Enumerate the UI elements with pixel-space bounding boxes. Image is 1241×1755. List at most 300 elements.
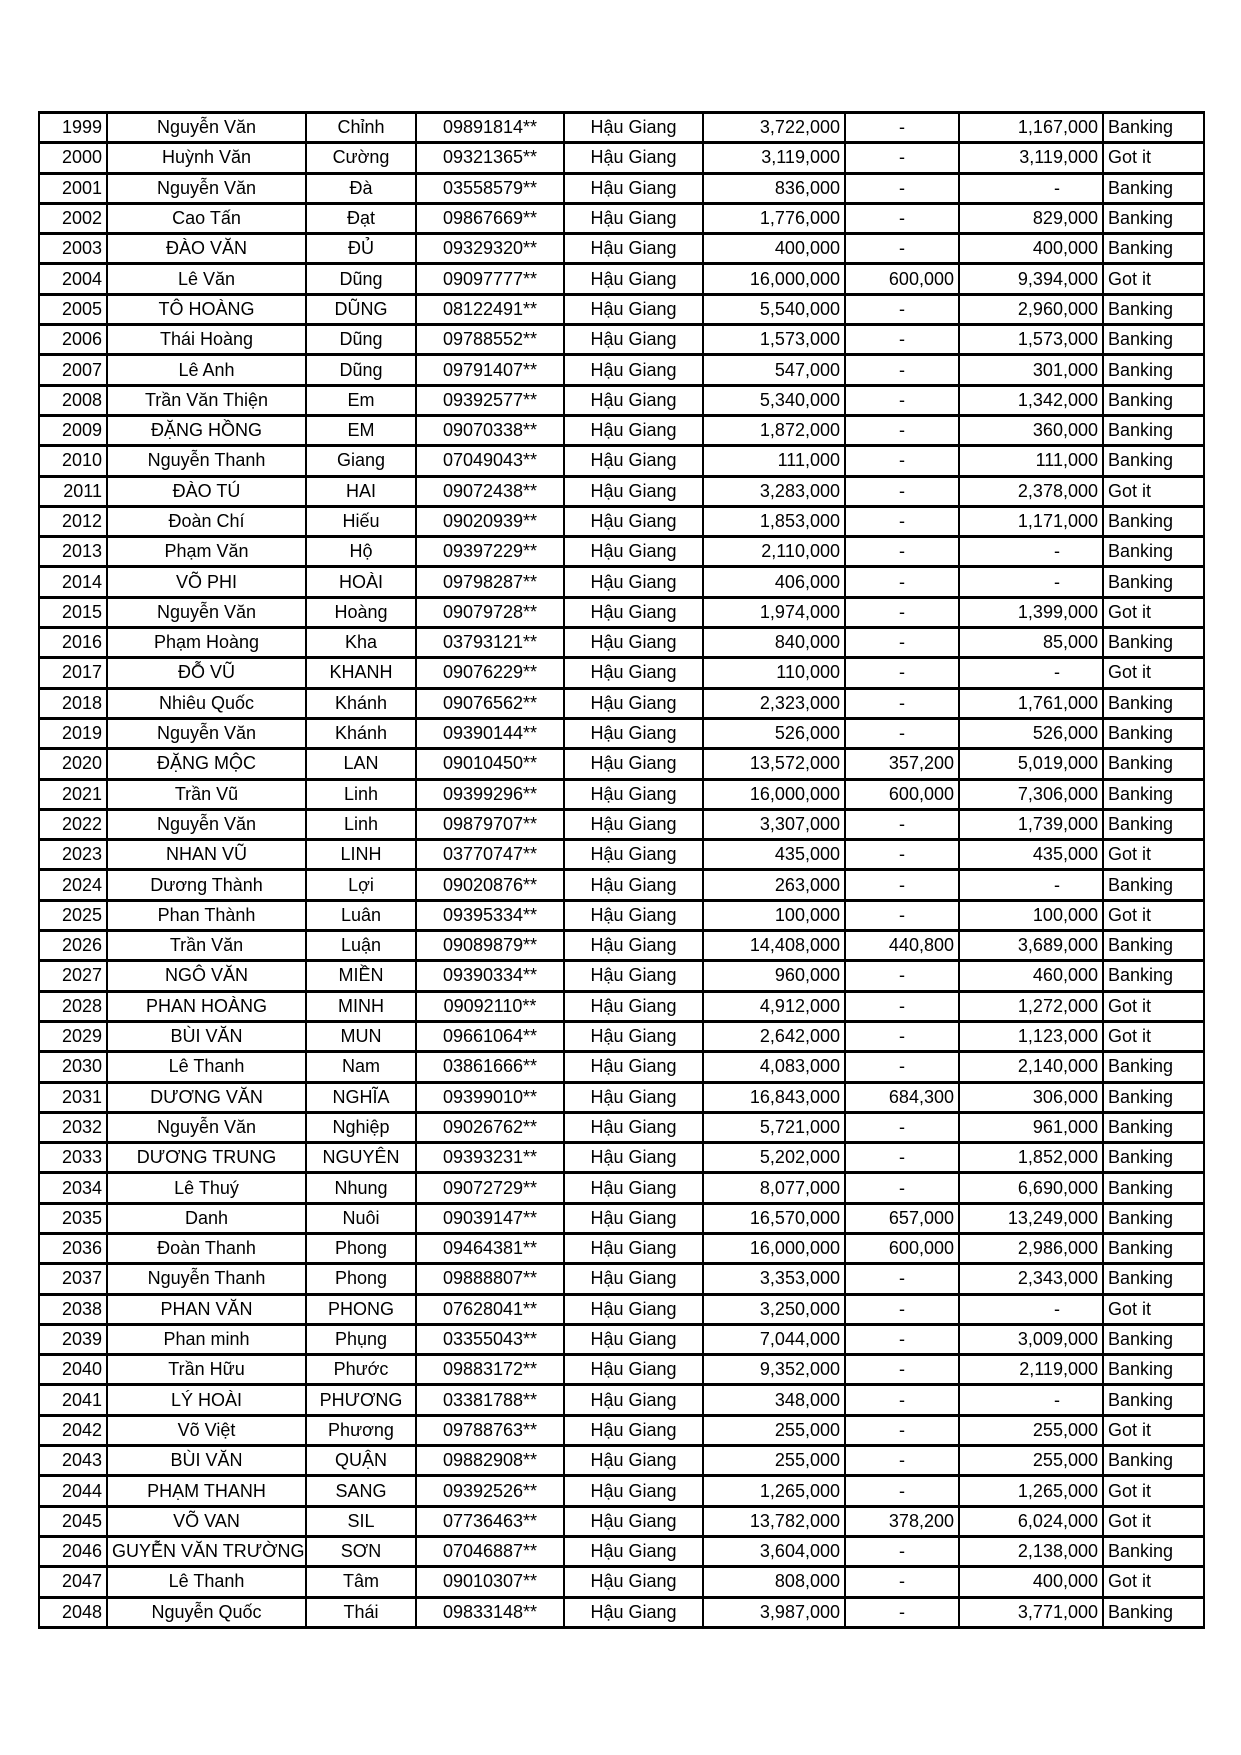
cell-province: Hậu Giang bbox=[564, 961, 703, 991]
cell-province: Hậu Giang bbox=[564, 597, 703, 627]
cell-id: 2036 bbox=[39, 1233, 107, 1263]
table-row bbox=[39, 809, 1204, 839]
cell-name: Huỳnh Văn bbox=[107, 143, 306, 173]
cell-amount-fee: - bbox=[845, 1476, 959, 1506]
cell-id: 2048 bbox=[39, 1597, 107, 1627]
cell-phone: 09397229** bbox=[416, 537, 564, 567]
cell-phone: 09076229** bbox=[416, 658, 564, 688]
cell-first-name: SIL bbox=[306, 1506, 416, 1536]
cell-amount-total: 3,722,000 bbox=[703, 113, 845, 143]
cell-phone: 09092110** bbox=[416, 991, 564, 1021]
cell-amount-paid: 13,249,000 bbox=[959, 1203, 1103, 1233]
cell-name: Nguyễn Văn bbox=[107, 597, 306, 627]
cell-name: BÙI VĂN bbox=[107, 1021, 306, 1051]
cell-amount-fee: 440,800 bbox=[845, 931, 959, 961]
table-row bbox=[39, 446, 1204, 476]
cell-name: Nguyễn Văn bbox=[107, 1112, 306, 1142]
cell-amount-fee: - bbox=[845, 476, 959, 506]
cell-phone: 09879707** bbox=[416, 809, 564, 839]
cell-name: Nguyễn Quốc bbox=[107, 1597, 306, 1627]
cell-amount-fee: - bbox=[845, 234, 959, 264]
cell-status: Banking bbox=[1103, 1203, 1204, 1233]
cell-amount-total: 3,119,000 bbox=[703, 143, 845, 173]
cell-amount-total: 16,000,000 bbox=[703, 1233, 845, 1263]
cell-amount-paid: 829,000 bbox=[959, 203, 1103, 233]
cell-phone: 09020876** bbox=[416, 870, 564, 900]
cell-id: 2039 bbox=[39, 1324, 107, 1354]
cell-amount-total: 406,000 bbox=[703, 567, 845, 597]
cell-phone: 03861666** bbox=[416, 1052, 564, 1082]
cell-phone: 09883172** bbox=[416, 1355, 564, 1385]
cell-name: ĐỖ VŨ bbox=[107, 658, 306, 688]
cell-amount-fee: - bbox=[845, 143, 959, 173]
cell-status: Got it bbox=[1103, 1506, 1204, 1536]
table-row bbox=[39, 203, 1204, 233]
cell-phone: 09464381** bbox=[416, 1233, 564, 1263]
cell-amount-fee: - bbox=[845, 1385, 959, 1415]
cell-status: Banking bbox=[1103, 537, 1204, 567]
cell-amount-paid: - bbox=[959, 1385, 1103, 1415]
cell-id: 2032 bbox=[39, 1112, 107, 1142]
cell-phone: 07049043** bbox=[416, 446, 564, 476]
table-row bbox=[39, 385, 1204, 415]
cell-phone: 09070338** bbox=[416, 415, 564, 445]
cell-first-name: SANG bbox=[306, 1476, 416, 1506]
cell-status: Got it bbox=[1103, 1415, 1204, 1445]
cell-province: Hậu Giang bbox=[564, 173, 703, 203]
cell-name: PHẠM THANH bbox=[107, 1476, 306, 1506]
cell-province: Hậu Giang bbox=[564, 1294, 703, 1324]
cell-status: Banking bbox=[1103, 718, 1204, 748]
cell-status: Banking bbox=[1103, 1597, 1204, 1627]
cell-name: TÔ HOÀNG bbox=[107, 294, 306, 324]
cell-amount-total: 3,250,000 bbox=[703, 1294, 845, 1324]
cell-amount-fee: - bbox=[845, 1324, 959, 1354]
table-row bbox=[39, 870, 1204, 900]
cell-amount-fee: - bbox=[845, 385, 959, 415]
cell-name: ĐÀO TÚ bbox=[107, 476, 306, 506]
cell-first-name: Cường bbox=[306, 143, 416, 173]
cell-amount-fee: 357,200 bbox=[845, 749, 959, 779]
cell-status: Banking bbox=[1103, 1355, 1204, 1385]
cell-id: 2031 bbox=[39, 1082, 107, 1112]
cell-name: Lê Văn bbox=[107, 264, 306, 294]
cell-province: Hậu Giang bbox=[564, 1233, 703, 1263]
cell-id: 2004 bbox=[39, 264, 107, 294]
cell-id: 2016 bbox=[39, 628, 107, 658]
cell-province: Hậu Giang bbox=[564, 749, 703, 779]
table-row bbox=[39, 1385, 1204, 1415]
cell-first-name: Đạt bbox=[306, 203, 416, 233]
cell-status: Banking bbox=[1103, 173, 1204, 203]
cell-name: ĐẶNG MỘC bbox=[107, 749, 306, 779]
cell-amount-fee: - bbox=[845, 840, 959, 870]
cell-status: Banking bbox=[1103, 1112, 1204, 1142]
cell-amount-fee: - bbox=[845, 294, 959, 324]
cell-amount-total: 2,323,000 bbox=[703, 688, 845, 718]
cell-id: 2022 bbox=[39, 809, 107, 839]
cell-first-name: Phong bbox=[306, 1233, 416, 1263]
cell-phone: 09891814** bbox=[416, 113, 564, 143]
cell-status: Banking bbox=[1103, 1264, 1204, 1294]
cell-name: LÝ HOÀI bbox=[107, 1385, 306, 1415]
cell-id: 2015 bbox=[39, 597, 107, 627]
cell-phone: 09392526** bbox=[416, 1476, 564, 1506]
cell-amount-paid: 6,024,000 bbox=[959, 1506, 1103, 1536]
cell-province: Hậu Giang bbox=[564, 1476, 703, 1506]
cell-first-name: Luận bbox=[306, 931, 416, 961]
cell-amount-paid: 255,000 bbox=[959, 1446, 1103, 1476]
cell-amount-fee: - bbox=[845, 567, 959, 597]
cell-amount-total: 960,000 bbox=[703, 961, 845, 991]
table-row bbox=[39, 1476, 1204, 1506]
cell-amount-total: 547,000 bbox=[703, 355, 845, 385]
cell-amount-total: 4,083,000 bbox=[703, 1052, 845, 1082]
cell-id: 2028 bbox=[39, 991, 107, 1021]
cell-amount-paid: 3,771,000 bbox=[959, 1597, 1103, 1627]
cell-amount-paid: - bbox=[959, 658, 1103, 688]
cell-first-name: Nuôi bbox=[306, 1203, 416, 1233]
table-row bbox=[39, 688, 1204, 718]
cell-name: Đoàn Thanh bbox=[107, 1233, 306, 1263]
table-row bbox=[39, 1415, 1204, 1445]
cell-phone: 09390144** bbox=[416, 718, 564, 748]
cell-province: Hậu Giang bbox=[564, 415, 703, 445]
table-row bbox=[39, 1203, 1204, 1233]
cell-amount-total: 3,307,000 bbox=[703, 809, 845, 839]
cell-id: 2034 bbox=[39, 1173, 107, 1203]
cell-amount-total: 5,340,000 bbox=[703, 385, 845, 415]
cell-first-name: Kha bbox=[306, 628, 416, 658]
cell-status: Banking bbox=[1103, 1233, 1204, 1263]
cell-amount-fee: - bbox=[845, 1536, 959, 1566]
table-row bbox=[39, 991, 1204, 1021]
cell-amount-paid: 400,000 bbox=[959, 234, 1103, 264]
cell-amount-fee: - bbox=[845, 1052, 959, 1082]
cell-amount-total: 110,000 bbox=[703, 658, 845, 688]
table-row bbox=[39, 1173, 1204, 1203]
cell-status: Got it bbox=[1103, 1021, 1204, 1051]
table-row bbox=[39, 1052, 1204, 1082]
cell-province: Hậu Giang bbox=[564, 1385, 703, 1415]
cell-id: 1999 bbox=[39, 113, 107, 143]
cell-name: DƯƠNG VĂN bbox=[107, 1082, 306, 1112]
cell-first-name: Linh bbox=[306, 809, 416, 839]
cell-status: Banking bbox=[1103, 355, 1204, 385]
table-row bbox=[39, 1446, 1204, 1476]
cell-amount-fee: - bbox=[845, 1446, 959, 1476]
cell-amount-fee: - bbox=[845, 628, 959, 658]
cell-status: Got it bbox=[1103, 840, 1204, 870]
cell-id: 2019 bbox=[39, 718, 107, 748]
cell-province: Hậu Giang bbox=[564, 1173, 703, 1203]
cell-province: Hậu Giang bbox=[564, 325, 703, 355]
cell-status: Banking bbox=[1103, 961, 1204, 991]
table-row bbox=[39, 840, 1204, 870]
cell-phone: 09390334** bbox=[416, 961, 564, 991]
cell-amount-total: 4,912,000 bbox=[703, 991, 845, 1021]
cell-id: 2000 bbox=[39, 143, 107, 173]
cell-phone: 09395334** bbox=[416, 900, 564, 930]
cell-amount-total: 348,000 bbox=[703, 1385, 845, 1415]
cell-amount-total: 3,604,000 bbox=[703, 1536, 845, 1566]
cell-province: Hậu Giang bbox=[564, 779, 703, 809]
cell-name: Danh bbox=[107, 1203, 306, 1233]
cell-name: Nguyễn Văn bbox=[107, 173, 306, 203]
table-row bbox=[39, 1597, 1204, 1627]
cell-amount-fee: - bbox=[845, 870, 959, 900]
cell-amount-total: 2,110,000 bbox=[703, 537, 845, 567]
cell-amount-paid: 2,138,000 bbox=[959, 1536, 1103, 1566]
cell-province: Hậu Giang bbox=[564, 1143, 703, 1173]
cell-amount-total: 2,642,000 bbox=[703, 1021, 845, 1051]
cell-amount-total: 100,000 bbox=[703, 900, 845, 930]
cell-province: Hậu Giang bbox=[564, 870, 703, 900]
cell-amount-paid: 111,000 bbox=[959, 446, 1103, 476]
cell-status: Banking bbox=[1103, 1385, 1204, 1415]
table-row bbox=[39, 1506, 1204, 1536]
cell-name: Nguyễn Văn bbox=[107, 718, 306, 748]
cell-phone: 09097777** bbox=[416, 264, 564, 294]
cell-amount-fee: - bbox=[845, 900, 959, 930]
cell-status: Banking bbox=[1103, 1173, 1204, 1203]
cell-id: 2046 bbox=[39, 1536, 107, 1566]
cell-amount-paid: 3,009,000 bbox=[959, 1324, 1103, 1354]
cell-phone: 08122491** bbox=[416, 294, 564, 324]
cell-id: 2017 bbox=[39, 658, 107, 688]
cell-amount-paid: 1,265,000 bbox=[959, 1476, 1103, 1506]
cell-id: 2044 bbox=[39, 1476, 107, 1506]
cell-province: Hậu Giang bbox=[564, 1052, 703, 1082]
cell-amount-paid: 85,000 bbox=[959, 628, 1103, 658]
cell-name: Nguyễn Thanh bbox=[107, 446, 306, 476]
cell-amount-paid: 1,167,000 bbox=[959, 113, 1103, 143]
cell-amount-total: 5,721,000 bbox=[703, 1112, 845, 1142]
cell-first-name: Nghiệp bbox=[306, 1112, 416, 1142]
cell-amount-fee: - bbox=[845, 658, 959, 688]
cell-name: Lê Thuý bbox=[107, 1173, 306, 1203]
cell-first-name: Giang bbox=[306, 446, 416, 476]
cell-amount-paid: 1,573,000 bbox=[959, 325, 1103, 355]
cell-first-name: KHANH bbox=[306, 658, 416, 688]
table-row bbox=[39, 355, 1204, 385]
cell-id: 2024 bbox=[39, 870, 107, 900]
cell-phone: 09833148** bbox=[416, 1597, 564, 1627]
cell-first-name: PHƯƠNG bbox=[306, 1385, 416, 1415]
cell-phone: 09072438** bbox=[416, 476, 564, 506]
cell-province: Hậu Giang bbox=[564, 1203, 703, 1233]
table-row bbox=[39, 931, 1204, 961]
cell-first-name: Nam bbox=[306, 1052, 416, 1082]
table-row bbox=[39, 1112, 1204, 1142]
cell-id: 2025 bbox=[39, 900, 107, 930]
table-row bbox=[39, 1082, 1204, 1112]
cell-amount-fee: - bbox=[845, 1264, 959, 1294]
cell-phone: 09882908** bbox=[416, 1446, 564, 1476]
table-row bbox=[39, 506, 1204, 536]
cell-amount-fee: 600,000 bbox=[845, 779, 959, 809]
cell-amount-paid: - bbox=[959, 870, 1103, 900]
cell-first-name: PHONG bbox=[306, 1294, 416, 1324]
cell-amount-total: 526,000 bbox=[703, 718, 845, 748]
cell-amount-fee: 378,200 bbox=[845, 1506, 959, 1536]
cell-status: Banking bbox=[1103, 234, 1204, 264]
table-row bbox=[39, 628, 1204, 658]
cell-amount-paid: 435,000 bbox=[959, 840, 1103, 870]
cell-phone: 09798287** bbox=[416, 567, 564, 597]
cell-id: 2002 bbox=[39, 203, 107, 233]
cell-first-name: SƠN bbox=[306, 1536, 416, 1566]
cell-first-name: LINH bbox=[306, 840, 416, 870]
cell-amount-paid: 1,171,000 bbox=[959, 506, 1103, 536]
cell-phone: 09010450** bbox=[416, 749, 564, 779]
cell-amount-total: 840,000 bbox=[703, 628, 845, 658]
cell-status: Banking bbox=[1103, 870, 1204, 900]
cell-id: 2013 bbox=[39, 537, 107, 567]
cell-amount-total: 16,570,000 bbox=[703, 1203, 845, 1233]
cell-status: Banking bbox=[1103, 628, 1204, 658]
cell-amount-paid: 3,119,000 bbox=[959, 143, 1103, 173]
cell-amount-paid: 2,343,000 bbox=[959, 1264, 1103, 1294]
table-row bbox=[39, 537, 1204, 567]
cell-amount-fee: - bbox=[845, 961, 959, 991]
cell-name: Lê Thanh bbox=[107, 1567, 306, 1597]
table-row bbox=[39, 415, 1204, 445]
cell-amount-paid: 7,306,000 bbox=[959, 779, 1103, 809]
cell-phone: 09788552** bbox=[416, 325, 564, 355]
cell-name: ĐÀO VĂN bbox=[107, 234, 306, 264]
cell-amount-total: 808,000 bbox=[703, 1567, 845, 1597]
cell-phone: 09079728** bbox=[416, 597, 564, 627]
cell-amount-total: 255,000 bbox=[703, 1415, 845, 1445]
cell-name: Phan Thành bbox=[107, 900, 306, 930]
cell-amount-paid: 5,019,000 bbox=[959, 749, 1103, 779]
cell-province: Hậu Giang bbox=[564, 506, 703, 536]
cell-status: Got it bbox=[1103, 143, 1204, 173]
cell-first-name: DŨNG bbox=[306, 294, 416, 324]
cell-province: Hậu Giang bbox=[564, 718, 703, 748]
table-row bbox=[39, 325, 1204, 355]
cell-province: Hậu Giang bbox=[564, 809, 703, 839]
cell-first-name: MUN bbox=[306, 1021, 416, 1051]
cell-amount-total: 3,283,000 bbox=[703, 476, 845, 506]
cell-first-name: Thái bbox=[306, 1597, 416, 1627]
cell-id: 2001 bbox=[39, 173, 107, 203]
cell-first-name: Hộ bbox=[306, 537, 416, 567]
cell-name: ĐẶNG HỒNG bbox=[107, 415, 306, 445]
cell-province: Hậu Giang bbox=[564, 567, 703, 597]
table-row bbox=[39, 234, 1204, 264]
cell-amount-paid: 2,986,000 bbox=[959, 1233, 1103, 1263]
cell-amount-total: 1,853,000 bbox=[703, 506, 845, 536]
cell-amount-total: 5,202,000 bbox=[703, 1143, 845, 1173]
cell-status: Banking bbox=[1103, 1324, 1204, 1354]
cell-amount-total: 16,000,000 bbox=[703, 779, 845, 809]
cell-first-name: Nhung bbox=[306, 1173, 416, 1203]
cell-amount-paid: - bbox=[959, 537, 1103, 567]
cell-id: 2042 bbox=[39, 1415, 107, 1445]
cell-id: 2030 bbox=[39, 1052, 107, 1082]
cell-name: Lê Anh bbox=[107, 355, 306, 385]
cell-amount-total: 836,000 bbox=[703, 173, 845, 203]
cell-amount-fee: 600,000 bbox=[845, 1233, 959, 1263]
cell-phone: 07628041** bbox=[416, 1294, 564, 1324]
cell-name: Nguyễn Văn bbox=[107, 809, 306, 839]
cell-id: 2033 bbox=[39, 1143, 107, 1173]
cell-amount-paid: 301,000 bbox=[959, 355, 1103, 385]
cell-status: Banking bbox=[1103, 688, 1204, 718]
cell-first-name: Dũng bbox=[306, 355, 416, 385]
cell-id: 2010 bbox=[39, 446, 107, 476]
cell-province: Hậu Giang bbox=[564, 1264, 703, 1294]
cell-name: PHAN HOÀNG bbox=[107, 991, 306, 1021]
cell-province: Hậu Giang bbox=[564, 991, 703, 1021]
cell-name: Võ Việt bbox=[107, 1415, 306, 1445]
cell-phone: 09399296** bbox=[416, 779, 564, 809]
cell-amount-paid: 526,000 bbox=[959, 718, 1103, 748]
cell-province: Hậu Giang bbox=[564, 688, 703, 718]
cell-first-name: Khánh bbox=[306, 688, 416, 718]
cell-phone: 09072729** bbox=[416, 1173, 564, 1203]
cell-amount-paid: 1,399,000 bbox=[959, 597, 1103, 627]
cell-amount-fee: - bbox=[845, 1112, 959, 1142]
cell-amount-fee: - bbox=[845, 718, 959, 748]
cell-amount-total: 13,782,000 bbox=[703, 1506, 845, 1536]
table-row bbox=[39, 749, 1204, 779]
cell-amount-paid: 100,000 bbox=[959, 900, 1103, 930]
cell-id: 2011 bbox=[39, 476, 107, 506]
table-row bbox=[39, 567, 1204, 597]
cell-province: Hậu Giang bbox=[564, 628, 703, 658]
cell-first-name: ĐỦ bbox=[306, 234, 416, 264]
table-row bbox=[39, 173, 1204, 203]
cell-province: Hậu Giang bbox=[564, 203, 703, 233]
cell-amount-total: 255,000 bbox=[703, 1446, 845, 1476]
cell-province: Hậu Giang bbox=[564, 355, 703, 385]
cell-amount-paid: 2,378,000 bbox=[959, 476, 1103, 506]
cell-id: 2038 bbox=[39, 1294, 107, 1324]
cell-first-name: Tâm bbox=[306, 1567, 416, 1597]
cell-phone: 09039147** bbox=[416, 1203, 564, 1233]
cell-amount-total: 3,353,000 bbox=[703, 1264, 845, 1294]
cell-status: Banking bbox=[1103, 749, 1204, 779]
cell-amount-total: 3,987,000 bbox=[703, 1597, 845, 1627]
cell-amount-fee: 657,000 bbox=[845, 1203, 959, 1233]
cell-id: 2012 bbox=[39, 506, 107, 536]
cell-first-name: NGUYÊN bbox=[306, 1143, 416, 1173]
cell-amount-paid: 3,689,000 bbox=[959, 931, 1103, 961]
table-row bbox=[39, 1355, 1204, 1385]
cell-amount-fee: - bbox=[845, 1567, 959, 1597]
cell-province: Hậu Giang bbox=[564, 537, 703, 567]
cell-first-name: Phương bbox=[306, 1415, 416, 1445]
cell-first-name: Luân bbox=[306, 900, 416, 930]
cell-province: Hậu Giang bbox=[564, 264, 703, 294]
cell-name: Nhiêu Quốc bbox=[107, 688, 306, 718]
table-row bbox=[39, 658, 1204, 688]
cell-province: Hậu Giang bbox=[564, 1021, 703, 1051]
cell-name: Nguyễn Văn bbox=[107, 113, 306, 143]
cell-id: 2026 bbox=[39, 931, 107, 961]
cell-phone: 09399010** bbox=[416, 1082, 564, 1112]
cell-first-name: Hiếu bbox=[306, 506, 416, 536]
cell-phone: 03381788** bbox=[416, 1385, 564, 1415]
cell-id: 2043 bbox=[39, 1446, 107, 1476]
cell-phone: 03770747** bbox=[416, 840, 564, 870]
cell-phone: 09788763** bbox=[416, 1415, 564, 1445]
cell-amount-fee: - bbox=[845, 1597, 959, 1627]
cell-first-name: Khánh bbox=[306, 718, 416, 748]
